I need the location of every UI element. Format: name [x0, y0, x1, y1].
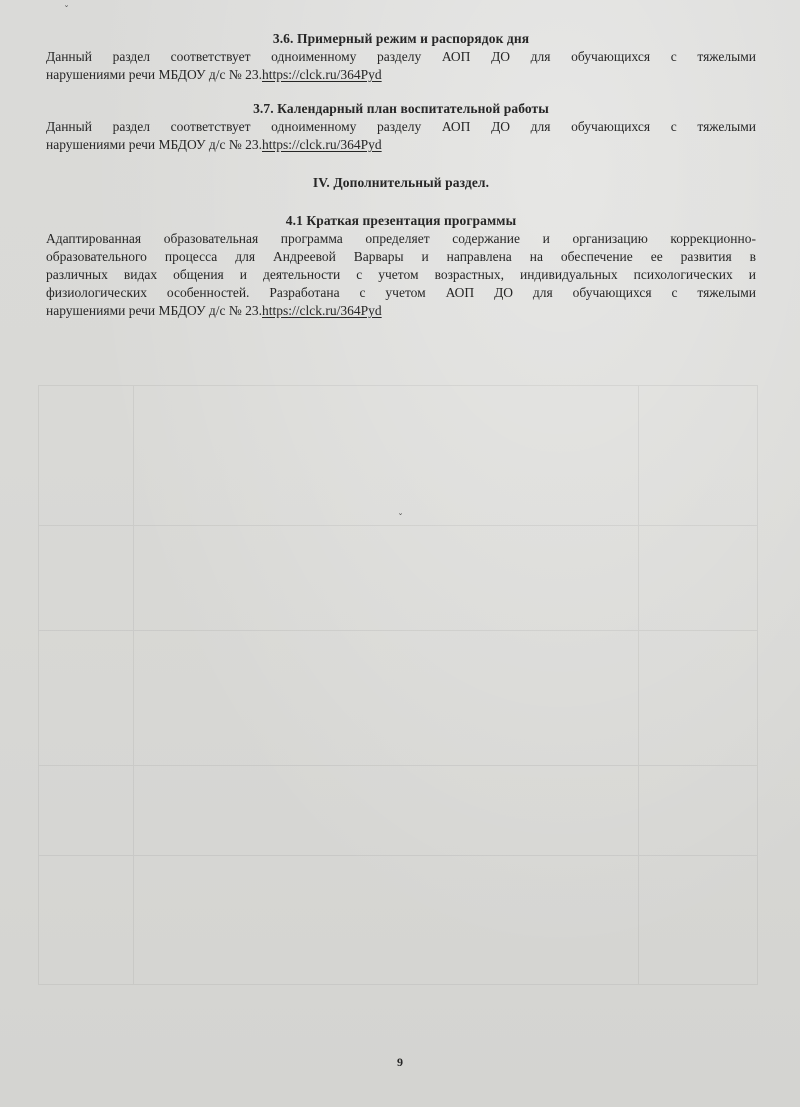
reference-link[interactable]: https://clck.ru/364Pyd: [262, 67, 382, 82]
section-3-7: [46, 100, 756, 154]
paragraph-line: Данный раздел соответствует одноименному разделу АОП ДО для обучающихся с тяжелыми: [46, 119, 756, 134]
paragraph-line: Данный раздел соответствует одноименному разделу АОП ДО для обучающихся с тяжелыми: [46, 49, 756, 64]
paragraph-line: [46, 136, 756, 154]
section-heading: 4.1 Краткая презентация программы: [285, 213, 517, 228]
paragraph-line: физиологических особенностей. Разработана с учетом АОП ДО для обучающихся с тяжелыми: [46, 285, 756, 300]
bleed-through-table: [38, 385, 758, 985]
section-paragraph: [46, 48, 756, 84]
section-3-6: [46, 30, 756, 84]
paragraph-line: [46, 302, 756, 320]
reference-link[interactable]: https://clck.ru/364Pyd: [262, 137, 382, 152]
paragraph-line: [46, 66, 756, 84]
paragraph-line: образовательного процесса для Андреевой Варвары и направлена на обеспечение ее развития в: [46, 249, 756, 264]
paragraph-line: Адаптированная образовательная программа определяет содержание и организацию коррекционно-: [46, 231, 756, 246]
document-body: [46, 30, 756, 320]
paragraph-text: нарушениями речи МБДОУ д/с № 23.: [46, 137, 263, 152]
paragraph-text: нарушениями речи МБДОУ д/с № 23.: [46, 303, 263, 318]
section-paragraph: [46, 118, 756, 154]
section-paragraph: [46, 230, 756, 320]
section-heading: 3.7. Календарный план воспитательной работы: [253, 101, 549, 116]
paragraph-text: нарушениями речи МБДОУ д/с № 23.: [46, 67, 263, 82]
page-number: 9: [397, 1055, 403, 1069]
reference-link[interactable]: https://clck.ru/364Pyd: [262, 303, 382, 318]
stray-mark: ˇ: [64, 5, 69, 16]
section-heading: 3.6. Примерный режим и распорядок дня: [272, 31, 530, 46]
paragraph-line: различных видах общения и деятельности с учетом возрастных, индивидуальных психологических и: [46, 267, 756, 282]
section-4-1: [46, 212, 756, 320]
stray-mark: ˇ: [398, 513, 403, 524]
part-heading: IV. Дополнительный раздел.: [312, 175, 490, 190]
